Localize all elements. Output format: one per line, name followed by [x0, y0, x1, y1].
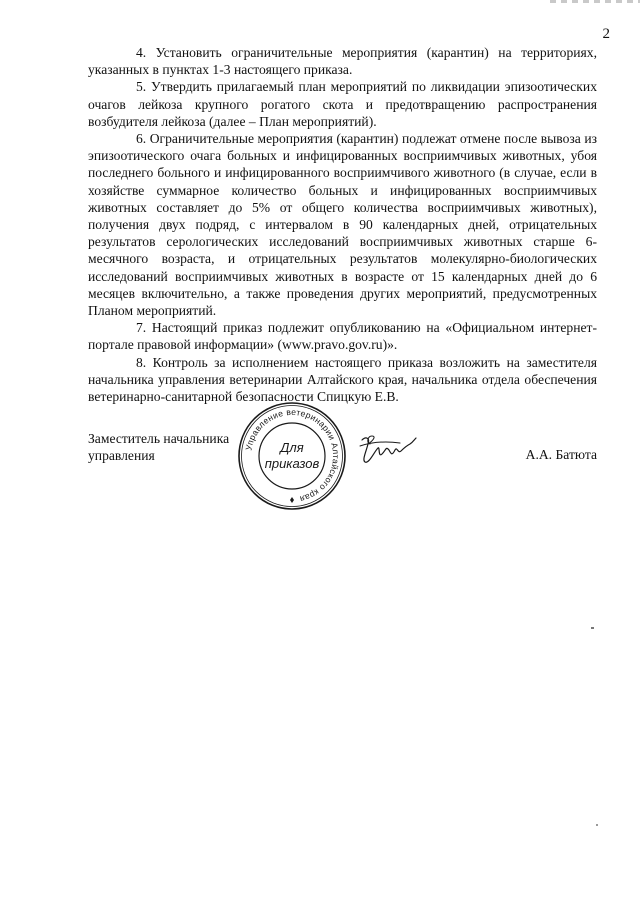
paragraph-8: 8. Контроль за исполнением настоящего приказа возложить на заместителя начальника управления ветеринарии Алтайского края, начальника отдела обеспечения ветеринарно-санитарной безопасности Спицкую Е.В. — [88, 354, 597, 405]
paragraph-5: 5. Утвердить прилагаемый план мероприятий по ликвидации эпизоотических очагов лейкоза крупного рогатого скота и предотвращению распространения возбудителя лейкоза (далее – План мероприятий). — [88, 79, 597, 129]
signer-title-line-1: Заместитель начальника — [88, 431, 230, 446]
signer-title-line-2: управления — [88, 448, 155, 464]
paragraph-7: 7. Настоящий приказ подлежит опубликованию на «Официальном интернет-портале правовой информации» (www.pravo.gov.ru)». — [88, 320, 597, 353]
document-body — [88, 44, 597, 405]
paragraph-4: 4. Установить ограничительные мероприятия (карантин) на территориях, указанных в пунктах 1-3 настоящего приказа. — [88, 45, 597, 78]
signature-graphic — [356, 432, 418, 468]
scan-speck — [591, 627, 594, 629]
scan-artifact — [550, 0, 640, 3]
stamp-star-icon — [290, 497, 294, 503]
stamp-ring-text: Управление ветеринарии Алтайского края — [243, 406, 342, 505]
signer-name: А.А. Батюта — [525, 447, 597, 462]
stamp-center-line-1: Для — [280, 440, 304, 455]
scan-speck — [596, 824, 598, 826]
paragraph-6: 6. Ограничительные мероприятия (карантин) подлежат отмене после вывоза из эпизоотического очага больных и инфицированных восприимчивых животных, убоя последнего больного и инфицированного восприимчивого животного (в случае, если в хозяйстве суммарное количество больных и инфицированных восприимчивых животных составляет до 5% от общего количества восприимчивых животных), получения двух подряд, с интервалом в 90 календарных дней, отрицательных результатов серологических исследований восприимчивых животных старше 6-месячного возраста, и отрицательных результатов молекулярно-биологических исследований восприимчивых животных в возрасте от 15 календарных дней до 6 месяцев включительно, а также проведения других мероприятий, предусмотренных Планом мероприятий. — [88, 131, 597, 319]
handwritten-signature — [356, 432, 418, 468]
official-stamp — [236, 400, 348, 512]
page-number: 2 — [602, 26, 610, 42]
stamp-center-line-2: приказов — [264, 456, 320, 471]
stamp-graphic — [236, 400, 348, 512]
signer-title — [88, 430, 229, 464]
